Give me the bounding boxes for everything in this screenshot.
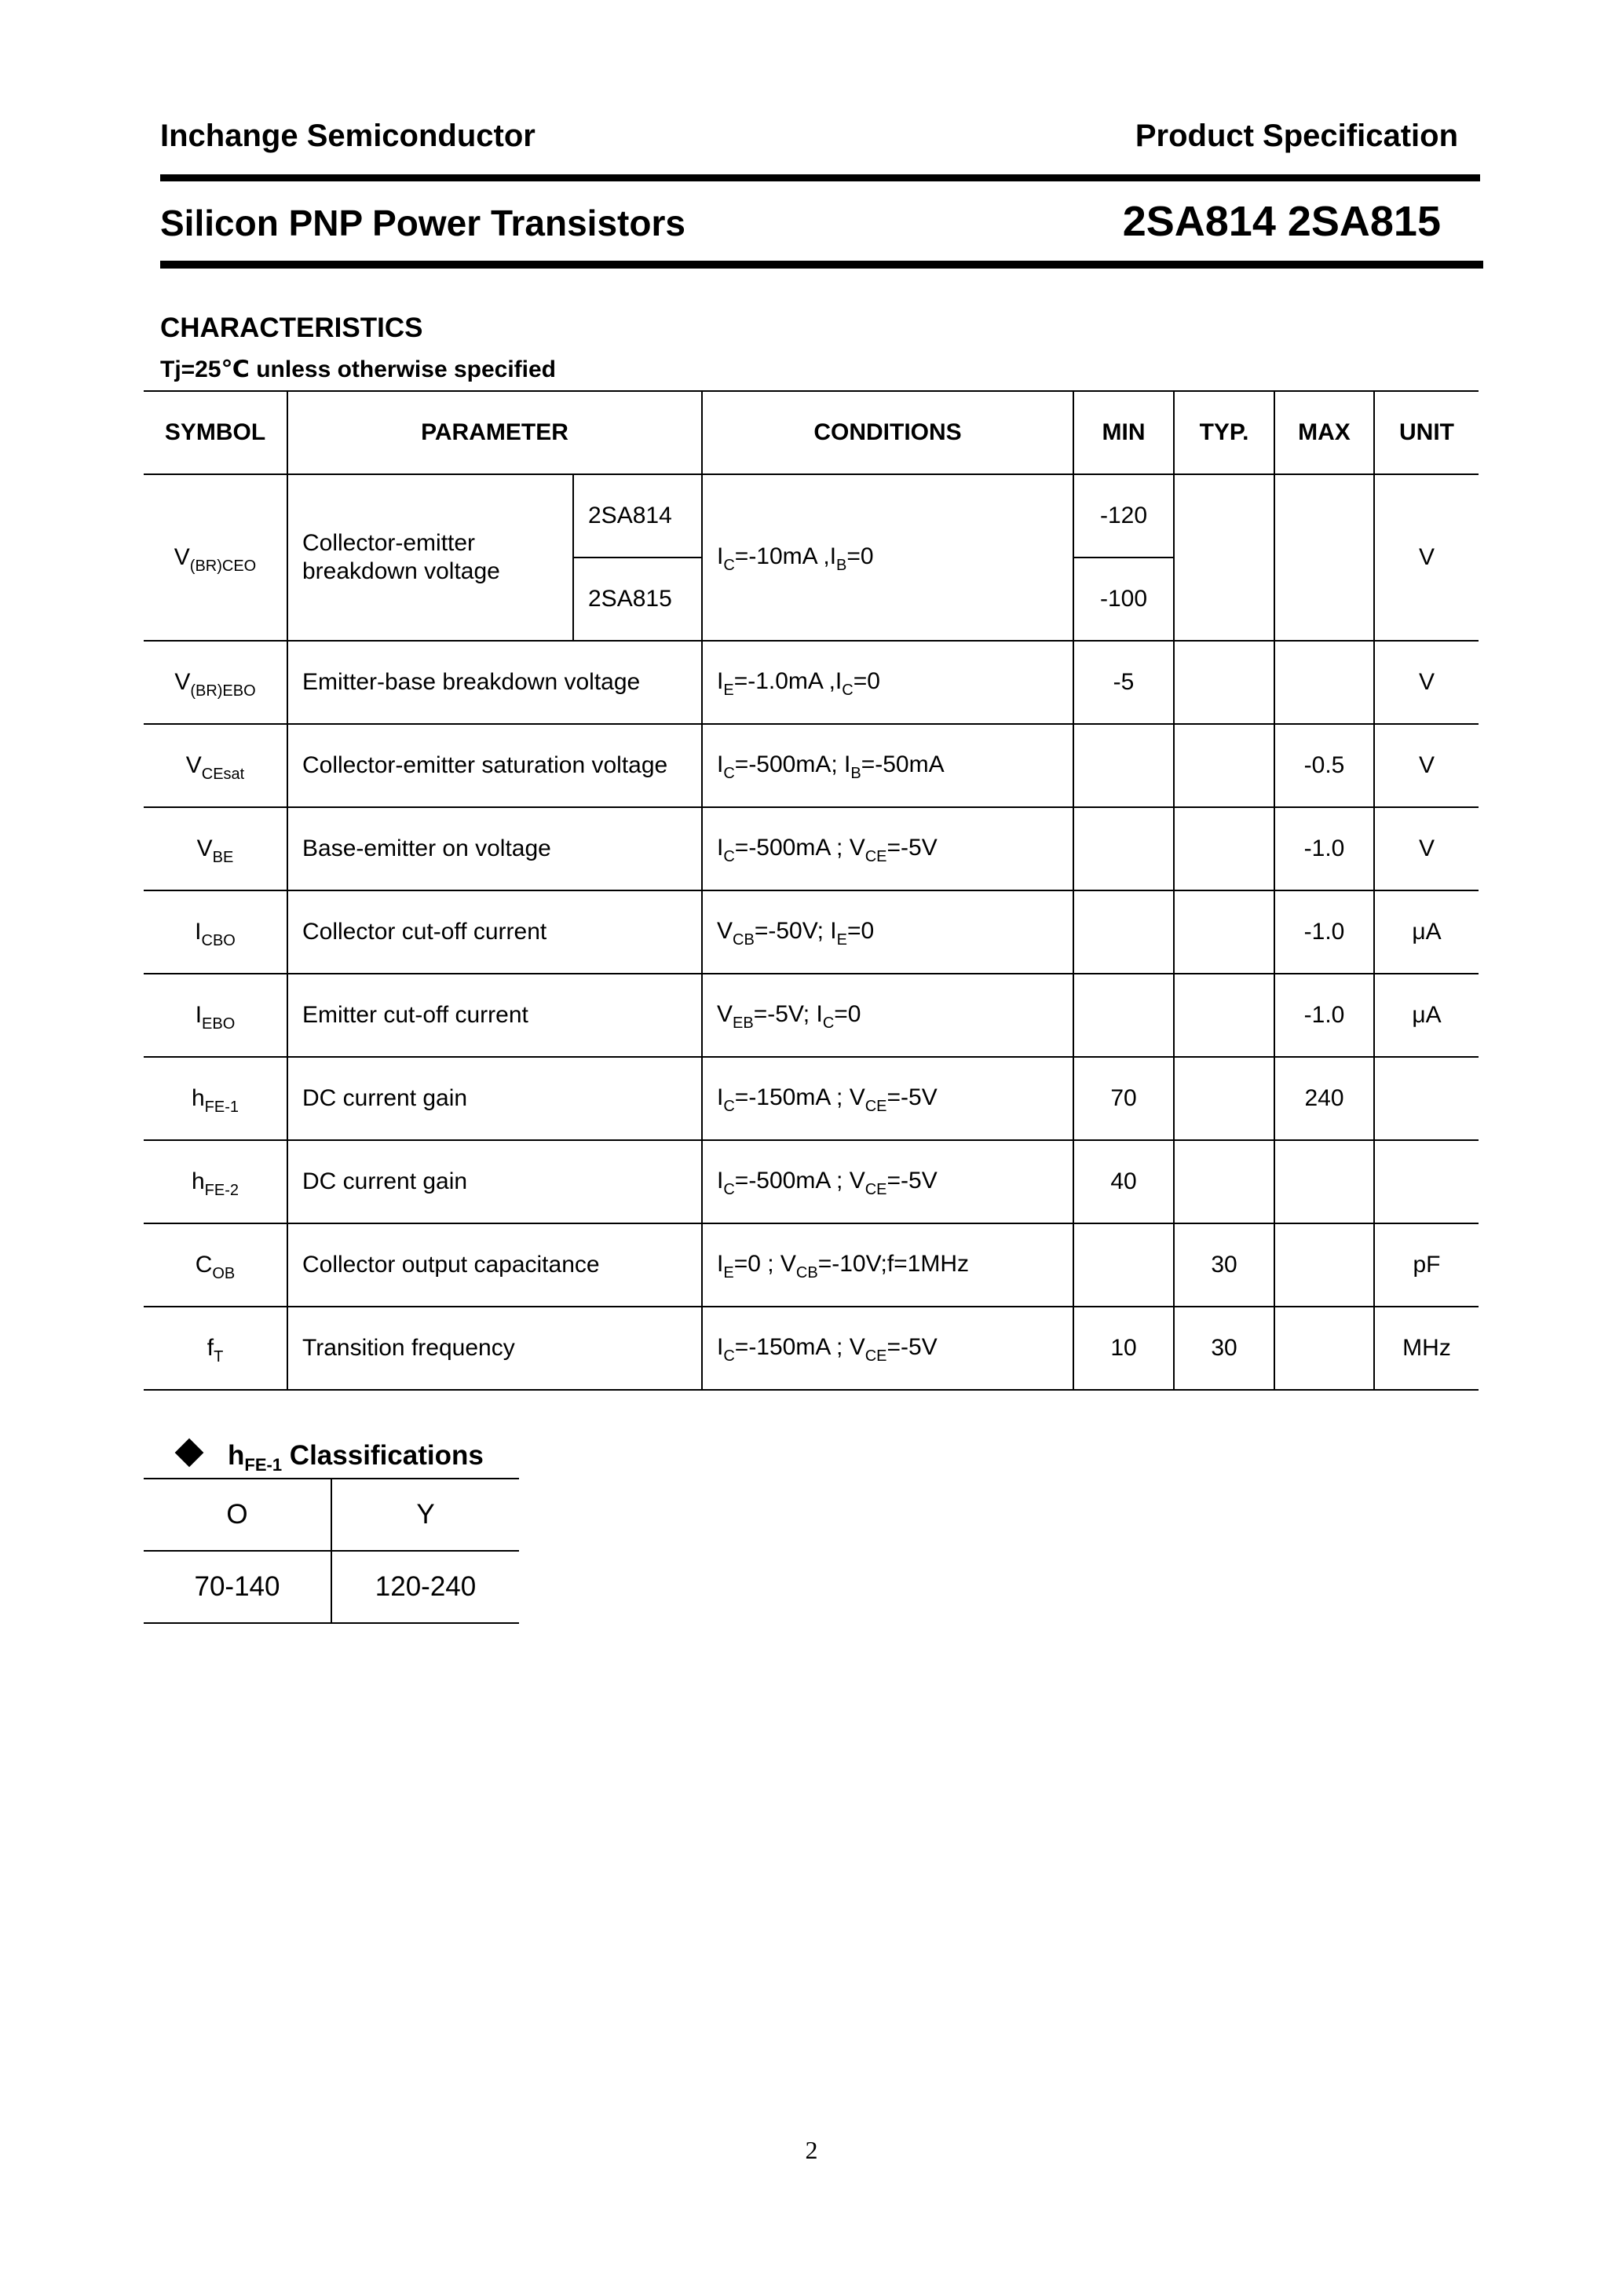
classifications-title: $h_{FE-1}$ Classifications [179, 1439, 484, 1476]
max-cell: -1.0 [1274, 890, 1374, 974]
symbol-cell: $V_{BE}$ [144, 807, 287, 890]
company-name: Inchange Semiconductor [160, 119, 536, 153]
class-header-y: Y [331, 1479, 519, 1551]
section-title: CHARACTERISTICS [160, 313, 423, 343]
unit-cell [1374, 1057, 1479, 1140]
parameter-cell: Collector output capacitance [287, 1223, 702, 1307]
conditions-cell: $I_C=-150mA$ ; $V_{CE}=-5V$ [702, 1307, 1073, 1390]
class-value-o: 70-140 [144, 1551, 331, 1623]
symbol-cell: $I_{EBO}$ [144, 974, 287, 1057]
symbol-cell: $V_{(BR)EBO}$ [144, 641, 287, 724]
table-row [144, 1223, 1479, 1307]
symbol-cell: $I_{CBO}$ [144, 890, 287, 974]
header-typ: TYP. [1174, 391, 1274, 474]
max-cell: -1.0 [1274, 807, 1374, 890]
diamond-bullet-icon [175, 1439, 204, 1468]
min-cell [1073, 1223, 1174, 1307]
parameter-cell: DC current gain [287, 1140, 702, 1223]
max-cell: -1.0 [1274, 974, 1374, 1057]
unit-cell: V [1374, 641, 1479, 724]
min-cell [1073, 724, 1174, 807]
symbol-cell: $f_T$ [144, 1307, 287, 1390]
class-value-y: 120-240 [331, 1551, 519, 1623]
header-conditions: CONDITIONS [702, 391, 1073, 474]
part-cell: 2SA814 [573, 474, 702, 558]
parameter-cell: Collector-emitter breakdown voltage [287, 474, 573, 641]
conditions-cell: $I_E=-1.0mA$ $,I_C=0$ [702, 641, 1073, 724]
max-cell [1274, 474, 1374, 641]
conditions-cell: $I_E=0$ ; $V_{CB}=-10V;f=1MHz$ [702, 1223, 1073, 1307]
parameter-cell: DC current gain [287, 1057, 702, 1140]
min-cell: 70 [1073, 1057, 1174, 1140]
typ-cell [1174, 1140, 1274, 1223]
min-cell: -5 [1073, 641, 1174, 724]
min-cell [1073, 807, 1174, 890]
table-row [144, 974, 1479, 1057]
min-cell [1073, 974, 1174, 1057]
typ-cell [1174, 890, 1274, 974]
typ-cell: 30 [1174, 1223, 1274, 1307]
conditions-cell: $I_C=-500mA$ ; $V_{CE}=-5V$ [702, 807, 1073, 890]
symbol-cell: $h_{FE-2}$ [144, 1140, 287, 1223]
symbol-cell: $V_{(BR)CEO}$ [144, 474, 287, 641]
typ-cell [1174, 474, 1274, 641]
parameter-cell: Emitter-base breakdown voltage [287, 641, 702, 724]
table-row [144, 1140, 1479, 1223]
unit-cell: μA [1374, 890, 1479, 974]
table-row [144, 474, 1479, 558]
max-cell [1274, 1307, 1374, 1390]
min-cell: 40 [1073, 1140, 1174, 1223]
conditions-cell: $I_C=-150mA$ ; $V_{CE}=-5V$ [702, 1057, 1073, 1140]
table-header-row [144, 391, 1479, 474]
table-row [144, 890, 1479, 974]
min-cell: -100 [1073, 558, 1174, 641]
unit-cell: V [1374, 807, 1479, 890]
typ-cell [1174, 641, 1274, 724]
max-cell [1274, 1140, 1374, 1223]
table-row [144, 641, 1479, 724]
min-cell [1073, 890, 1174, 974]
conditions-cell: $I_C=-500mA$ ; $V_{CE}=-5V$ [702, 1140, 1073, 1223]
header-max: MAX [1274, 391, 1374, 474]
min-cell: 10 [1073, 1307, 1174, 1390]
parameter-cell: Base-emitter on voltage [287, 807, 702, 890]
page-number: 2 [805, 2136, 818, 2164]
symbol-cell: $h_{FE-1}$ [144, 1057, 287, 1140]
section-note: Tj=25℃ unless otherwise specified [160, 356, 557, 382]
symbol-cell: $V_{CEsat}$ [144, 724, 287, 807]
table-row [144, 1307, 1479, 1390]
spec-label: Product Specification [1135, 119, 1458, 153]
typ-cell [1174, 724, 1274, 807]
parameter-cell: Collector-emitter saturation voltage [287, 724, 702, 807]
unit-cell: MHz [1374, 1307, 1479, 1390]
table-row [144, 807, 1479, 890]
parameter-cell: Collector cut-off current [287, 890, 702, 974]
unit-cell [1374, 1140, 1479, 1223]
max-cell [1274, 641, 1374, 724]
unit-cell: V [1374, 474, 1479, 641]
table-row [144, 1551, 519, 1623]
conditions-cell: $V_{CB}=-50V$; $I_E=0$ [702, 890, 1073, 974]
table-row [144, 1057, 1479, 1140]
max-cell: -0.5 [1274, 724, 1374, 807]
typ-cell [1174, 974, 1274, 1057]
header-parameter: PARAMETER [287, 391, 702, 474]
header-rule-bottom [160, 261, 1483, 269]
conditions-cell: $I_C=-10mA$ $,I_B=0$ [702, 474, 1073, 641]
min-cell: -120 [1073, 474, 1174, 558]
table-row [144, 1479, 519, 1551]
max-cell [1274, 1223, 1374, 1307]
part-cell: 2SA815 [573, 558, 702, 641]
unit-cell: μA [1374, 974, 1479, 1057]
unit-cell: pF [1374, 1223, 1479, 1307]
header-unit: UNIT [1374, 391, 1479, 474]
classifications-table [144, 1478, 519, 1624]
typ-cell: 30 [1174, 1307, 1274, 1390]
part-numbers: 2SA814 2SA815 [1122, 198, 1441, 245]
symbol-cell: $C_{OB}$ [144, 1223, 287, 1307]
conditions-cell: $I_C=-500mA$; $I_B=-50mA$ [702, 724, 1073, 807]
class-header-o: O [144, 1479, 331, 1551]
unit-cell: V [1374, 724, 1479, 807]
parameter-cell: Transition frequency [287, 1307, 702, 1390]
characteristics-table [144, 390, 1479, 1391]
typ-cell [1174, 1057, 1274, 1140]
document-title: Silicon PNP Power Transistors [160, 203, 685, 243]
header-min: MIN [1073, 391, 1174, 474]
parameter-cell: Emitter cut-off current [287, 974, 702, 1057]
max-cell: 240 [1274, 1057, 1374, 1140]
header-rule-top [160, 174, 1480, 181]
header-symbol: SYMBOL [144, 391, 287, 474]
table-row [144, 724, 1479, 807]
conditions-cell: $V_{EB}=-5V$; $I_C=0$ [702, 974, 1073, 1057]
typ-cell [1174, 807, 1274, 890]
